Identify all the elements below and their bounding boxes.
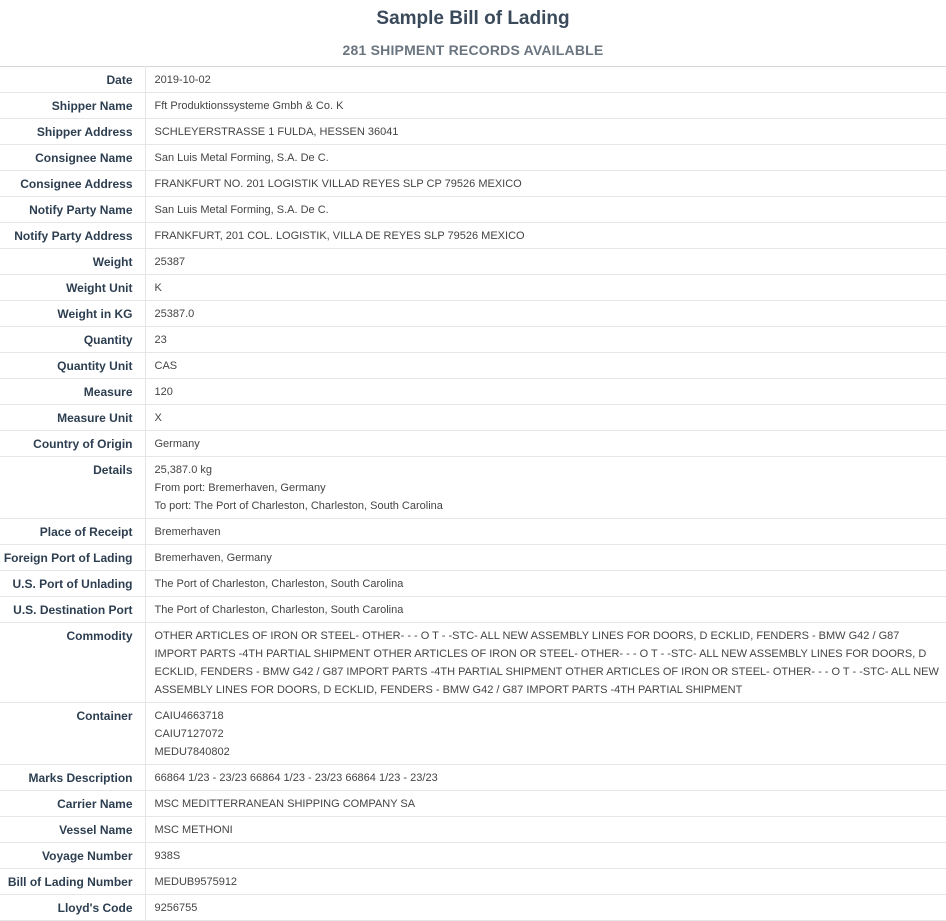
table-row — [0, 93, 946, 119]
field-label: Consignee Name — [0, 145, 145, 171]
field-value-line: CAIU7127072 — [154, 728, 224, 740]
field-value-line: MEDUB9575912 — [154, 876, 238, 888]
bill-of-lading-table — [0, 66, 946, 921]
field-value-line: FRANKFURT, 201 COL. LOGISTIK, VILLA DE REYES SLP 79526 MEXICO — [154, 230, 525, 242]
field-value — [145, 519, 946, 545]
field-value-line: 25387 — [154, 256, 186, 268]
table-row — [0, 623, 946, 703]
field-value-line: 66864 1/23 - 23/23 66864 1/23 - 23/23 66864 1/23 - 23/23 — [154, 772, 438, 784]
field-value-line: To port: The Port of Charleston, Charleston, South Carolina — [154, 500, 443, 512]
field-value-line: From port: Bremerhaven, Germany — [154, 482, 326, 494]
field-label: Notify Party Address — [0, 223, 145, 249]
field-value — [145, 869, 946, 895]
table-row — [0, 765, 946, 791]
table-row — [0, 545, 946, 571]
table-row — [0, 843, 946, 869]
field-label: Date — [0, 67, 145, 93]
field-label: Weight Unit — [0, 275, 145, 301]
table-row — [0, 327, 946, 353]
field-value — [145, 545, 946, 571]
table-row — [0, 519, 946, 545]
field-label: Carrier Name — [0, 791, 145, 817]
table-row — [0, 597, 946, 623]
table-row — [0, 249, 946, 275]
field-value-line: 25387.0 — [154, 308, 195, 320]
field-value-line: MEDU7840802 — [154, 746, 230, 758]
field-value — [145, 817, 946, 843]
field-value — [145, 843, 946, 869]
field-value — [145, 67, 946, 93]
table-row — [0, 431, 946, 457]
field-label: Measure — [0, 379, 145, 405]
bill-of-lading-body — [0, 67, 946, 921]
field-label: Shipper Address — [0, 119, 145, 145]
field-value — [145, 119, 946, 145]
field-value — [145, 597, 946, 623]
field-label: Details — [0, 457, 145, 519]
field-value-line: The Port of Charleston, Charleston, South Carolina — [154, 578, 404, 590]
field-value — [145, 301, 946, 327]
field-label: Measure Unit — [0, 405, 145, 431]
field-label: Voyage Number — [0, 843, 145, 869]
field-value — [145, 275, 946, 301]
table-row — [0, 223, 946, 249]
field-label: Quantity Unit — [0, 353, 145, 379]
field-value-line: The Port of Charleston, Charleston, South Carolina — [154, 604, 404, 616]
table-row — [0, 197, 946, 223]
field-label: Notify Party Name — [0, 197, 145, 223]
field-value — [145, 703, 946, 765]
field-value-line: OTHER ARTICLES OF IRON OR STEEL- OTHER- - - O T - -STC- ALL NEW ASSEMBLY LINES FOR DOORS, D ECKLID, FENDERS - BMW G42 / G87 IMPORT PARTS -4TH PARTIAL SHIPMENT OTHER ARTICLES OF IRON OR STEEL- OTHER- - - O T - -STC- ALL NEW ASSEMBLY LINES FOR DOORS, D ECKLID, FENDERS - BMW G42 / G87 IMPORT PARTS -4TH PARTIAL SHIPMENT OTHER ARTICLES OF IRON OR STEEL- OTHER- - - O T - -STC- ALL NEW ASSEMBLY LINES FOR DOORS, D ECKLID, FENDERS - BMW G42 / G87 IMPORT PARTS -4TH PARTIAL SHIPMENT — [154, 630, 939, 696]
field-value-line: Fft Produktionssysteme Gmbh & Co. K — [154, 100, 344, 112]
table-row — [0, 457, 946, 519]
field-value — [145, 353, 946, 379]
page-title: Sample Bill of Lading — [376, 8, 570, 29]
field-value-line: K — [154, 282, 162, 294]
field-value-line: MSC MEDITTERRANEAN SHIPPING COMPANY SA — [154, 798, 416, 810]
table-row — [0, 119, 946, 145]
field-value — [145, 571, 946, 597]
field-value — [145, 197, 946, 223]
field-label: Bill of Lading Number — [0, 869, 145, 895]
field-label: U.S. Destination Port — [0, 597, 145, 623]
field-label: Marks Description — [0, 765, 145, 791]
table-row — [0, 405, 946, 431]
field-value-line: 120 — [154, 386, 173, 398]
field-label: Weight in KG — [0, 301, 145, 327]
field-value-line: 23 — [154, 334, 167, 346]
table-row — [0, 67, 946, 93]
table-row — [0, 145, 946, 171]
field-value — [145, 431, 946, 457]
field-label: Commodity — [0, 623, 145, 703]
field-value — [145, 623, 946, 703]
table-row — [0, 301, 946, 327]
field-value-line: X — [154, 412, 162, 424]
field-value — [145, 895, 946, 921]
table-row — [0, 869, 946, 895]
field-value-line: Germany — [154, 438, 200, 450]
field-label: Vessel Name — [0, 817, 145, 843]
field-value — [145, 765, 946, 791]
field-value — [145, 791, 946, 817]
field-value-line: Bremerhaven, Germany — [154, 552, 272, 564]
field-value — [145, 93, 946, 119]
table-row — [0, 791, 946, 817]
records-count-subtitle: 281 SHIPMENT RECORDS AVAILABLE — [342, 42, 604, 58]
field-label: Lloyd's Code — [0, 895, 145, 921]
field-label: Quantity — [0, 327, 145, 353]
field-value — [145, 249, 946, 275]
field-value — [145, 405, 946, 431]
table-row — [0, 817, 946, 843]
table-row — [0, 895, 946, 921]
field-value — [145, 171, 946, 197]
field-value-line: 9256755 — [154, 902, 198, 914]
field-value-line: CAIU4663718 — [154, 710, 224, 722]
field-value-line: MSC METHONI — [154, 824, 233, 836]
field-label: Foreign Port of Lading — [0, 545, 145, 571]
field-value — [145, 457, 946, 519]
field-label: Container — [0, 703, 145, 765]
table-row — [0, 353, 946, 379]
field-label: Consignee Address — [0, 171, 145, 197]
field-value-line: FRANKFURT NO. 201 LOGISTIK VILLAD REYES SLP CP 79526 MEXICO — [154, 178, 522, 190]
field-label: Place of Receipt — [0, 519, 145, 545]
field-value-line: 2019-10-02 — [154, 74, 211, 86]
field-label: Weight — [0, 249, 145, 275]
table-row — [0, 171, 946, 197]
field-value-line: CAS — [154, 360, 178, 372]
table-row — [0, 379, 946, 405]
field-value-line: 938S — [154, 850, 181, 862]
field-value-line: Bremerhaven — [154, 526, 221, 538]
field-value — [145, 145, 946, 171]
field-value-line: SCHLEYERSTRASSE 1 FULDA, HESSEN 36041 — [154, 126, 399, 138]
field-value — [145, 223, 946, 249]
page-header — [0, 0, 946, 66]
table-row — [0, 703, 946, 765]
field-value-line: San Luis Metal Forming, S.A. De C. — [154, 152, 329, 164]
table-row — [0, 571, 946, 597]
field-label: U.S. Port of Unlading — [0, 571, 145, 597]
field-value-line: 25,387.0 kg — [154, 464, 212, 476]
field-value — [145, 379, 946, 405]
field-value-line: San Luis Metal Forming, S.A. De C. — [154, 204, 329, 216]
field-label: Shipper Name — [0, 93, 145, 119]
field-value — [145, 327, 946, 353]
table-row — [0, 275, 946, 301]
field-label: Country of Origin — [0, 431, 145, 457]
